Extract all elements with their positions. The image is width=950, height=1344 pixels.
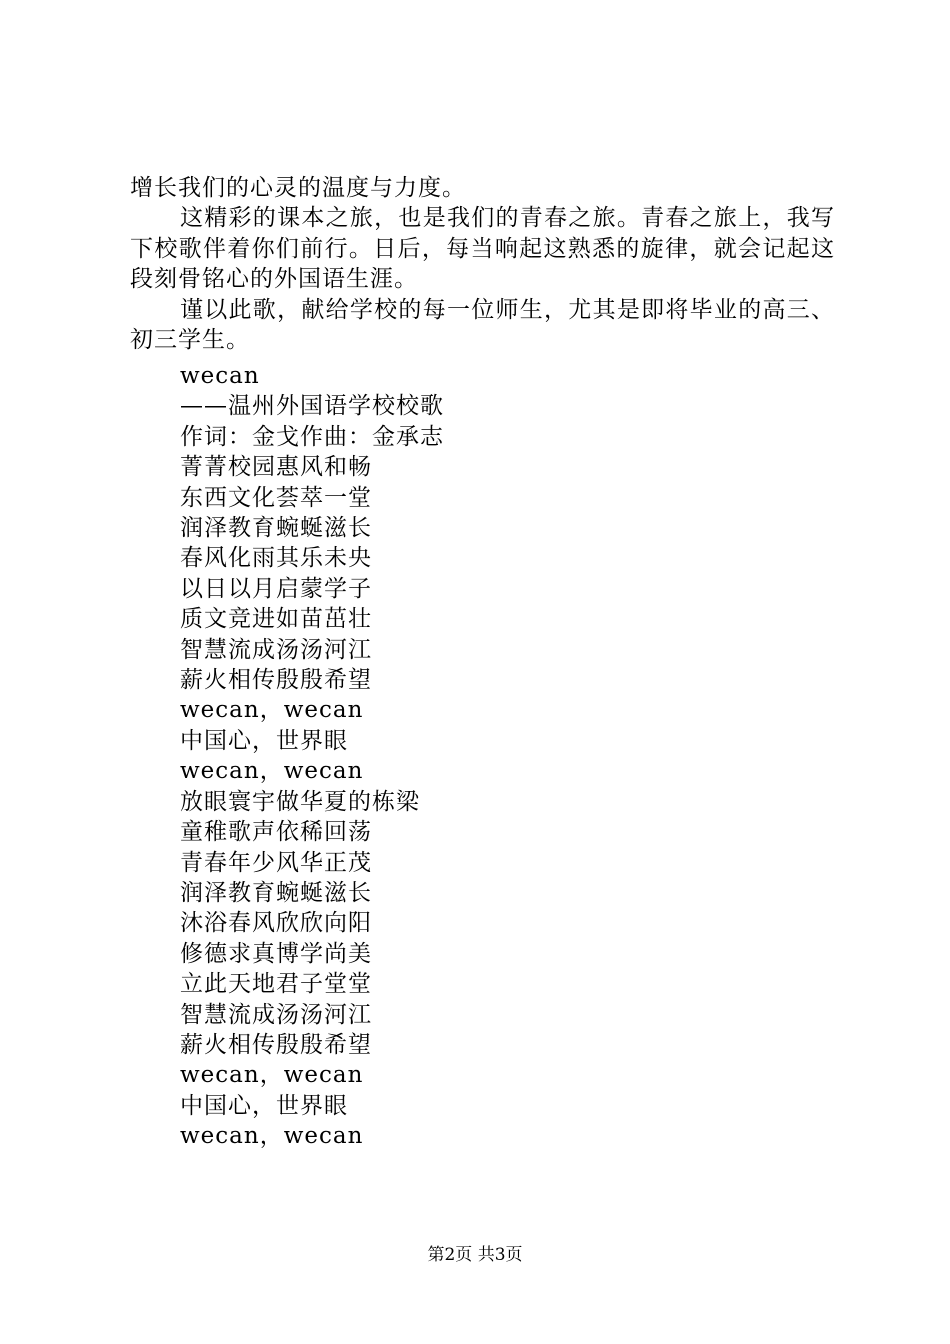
lyric-line: 以日以月启蒙学子 [180, 575, 372, 602]
song-lyrics [180, 361, 444, 1152]
lyric-line: 立此天地君子堂堂 [180, 971, 372, 998]
lyric-line: wecan，wecan [180, 1062, 364, 1089]
lyric-line: 薪火相传殷殷希望 [180, 667, 372, 694]
lyric-line: 质文竞进如苗茁壮 [180, 606, 372, 633]
lyric-line: 沐浴春风欣欣向阳 [180, 910, 372, 937]
lyric-line: 薪火相传殷殷希望 [180, 1031, 372, 1058]
paragraph: 这精彩的课本之旅，也是我们的青春之旅。青春之旅上，我写下校歌伴着你们前行。日后，每当响起这熟悉的旋律，就会记起这段刻骨铭心的外国语生涯。 [130, 205, 835, 293]
body-text [130, 173, 835, 355]
lyric-line: wecan，wecan [180, 697, 364, 724]
lyric-line: 润泽教育蜿蜒滋长 [180, 515, 372, 542]
paragraph: 增长我们的心灵的温度与力度。 [130, 175, 466, 201]
lyric-line: 智慧流成汤汤河江 [180, 1001, 372, 1028]
lyric-line: 智慧流成汤汤河江 [180, 636, 372, 663]
song-credits: 作词：金戈作曲：金承志 [180, 423, 444, 450]
lyric-line: 中国心，世界眼 [180, 1092, 348, 1119]
lyric-line: 菁菁校园惠风和畅 [180, 454, 372, 481]
lyric-line: 中国心，世界眼 [180, 727, 348, 754]
lyric-line: 润泽教育蜿蜒滋长 [180, 879, 372, 906]
lyric-line: 青春年少风华正茂 [180, 849, 372, 876]
lyric-line: 修德求真博学尚美 [180, 940, 372, 967]
paragraph: 谨以此歌，献给学校的每一位师生，尤其是即将毕业的高三、初三学生。 [130, 296, 835, 354]
lyric-line: 春风化雨其乐未央 [180, 545, 372, 572]
song-subtitle: ——温州外国语学校校歌 [180, 393, 444, 420]
page-number: 第2页 共3页 [427, 1245, 523, 1265]
lyric-line: wecan，wecan [180, 1123, 364, 1150]
lyric-line: wecan，wecan [180, 758, 364, 785]
lyric-line: 放眼寰宇做华夏的栋梁 [180, 788, 420, 815]
song-title: wecan [180, 363, 260, 389]
lyric-line: 东西文化荟萃一堂 [180, 484, 372, 511]
page-footer [0, 1244, 950, 1266]
lyric-line: 童稚歌声依稀回荡 [180, 819, 372, 846]
